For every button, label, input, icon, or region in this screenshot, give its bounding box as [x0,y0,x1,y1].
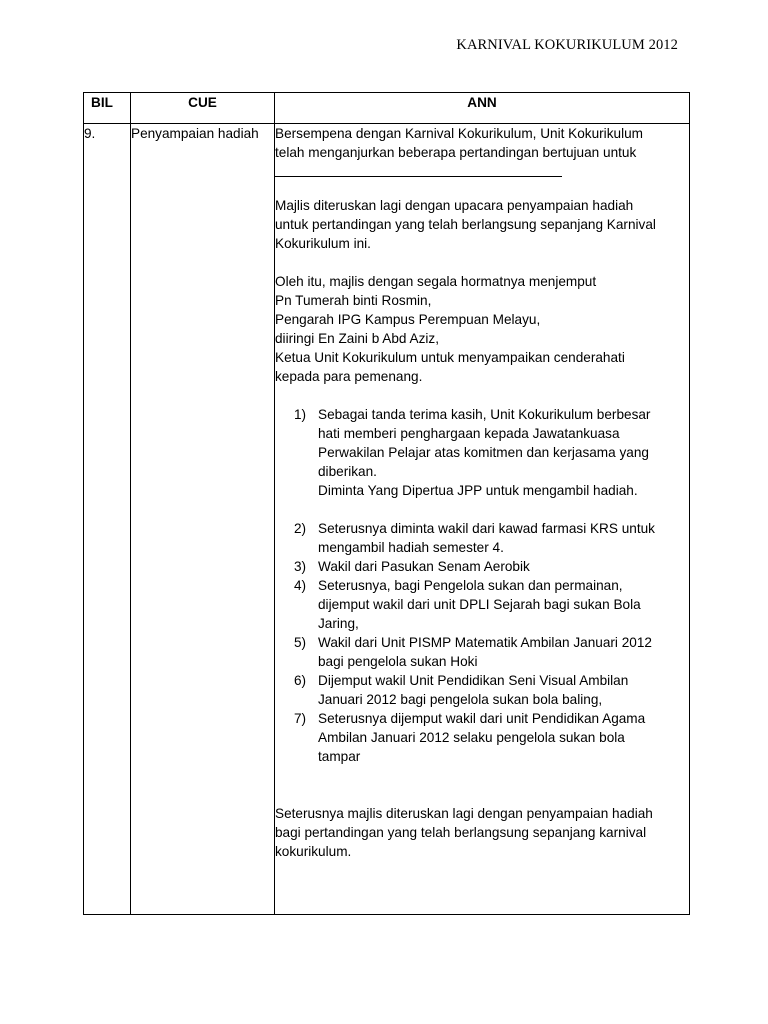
list-item-number: 7) [294,711,307,726]
list-item-number: 1) [294,407,307,422]
list-item-line: Seterusnya diminta wakil dari kawad farmasi KRS untuk [318,521,655,536]
column-header-bil: BIL [84,93,131,124]
closing-line: Seterusnya majlis diteruskan lagi dengan penyampaian hadiah [275,806,653,821]
cue-cell: Penyampaian hadiah [131,124,275,915]
ceremony-paragraph [275,196,689,253]
list-item-line: Seterusnya, bagi Pengelola sukan dan permainan, [318,578,623,593]
list-item-line: Diminta Yang Dipertua JPP untuk mengambil hadiah. [318,483,638,498]
fill-in-blank-line [275,164,562,177]
invitation-line: kepada para pemenang. [275,369,423,384]
list-item [294,633,689,671]
list-item-number: 6) [294,673,307,688]
list-item [294,671,689,709]
list-item-line: Seterusnya dijemput wakil dari unit Pendidikan Agama [318,711,646,726]
table-header-row [84,93,690,124]
list-item-number: 2) [294,521,307,536]
list-item-line: Dijemput wakil Unit Pendidikan Seni Visual Ambilan [318,673,629,688]
column-header-cue: CUE [131,93,275,124]
list-item-line: bagi pengelola sukan Hoki [318,654,478,669]
list-item [294,405,689,500]
list-item-line: Wakil dari Pasukan Senam Aerobik [318,559,530,574]
ceremony-line: Majlis diteruskan lagi dengan upacara penyampaian hadiah [275,198,634,213]
list-item-line: tampar [318,749,361,764]
page-header-title: KARNIVAL KOKURIKULUM 2012 [456,37,678,53]
list-item-line: Perwakilan Pelajar atas komitmen dan kerjasama yang [318,445,649,460]
list-item-number: 3) [294,559,307,574]
column-header-ann: ANN [275,93,690,124]
invitation-line: diiringi En Zaini b Abd Aziz, [275,331,439,346]
list-item-number: 4) [294,578,307,593]
invitation-line: Pengarah IPG Kampus Perempuan Melayu, [275,312,541,327]
intro-line: telah menganjurkan beberapa pertandingan bertujuan untuk [275,145,637,160]
table-row [84,124,690,915]
invitation-line: Oleh itu, majlis dengan segala hormatnya menjemput [275,274,597,289]
list-item-number: 5) [294,635,307,650]
list-item-line: mengambil hadiah semester 4. [318,540,504,555]
invitation-paragraph [275,272,689,386]
list-item-line: Jaring, [318,616,359,631]
bil-cell: 9. [84,124,131,915]
script-table [83,92,690,915]
list-item-line: Sebagai tanda terima kasih, Unit Kokurikulum berbesar [318,407,651,422]
closing-paragraph [275,804,689,861]
invitation-line: Pn Tumerah binti Rosmin, [275,293,432,308]
list-item-line: hati memberi penghargaan kepada Jawatankuasa [318,426,620,441]
list-item-line: diberikan. [318,464,377,479]
invitation-line: Ketua Unit Kokurikulum untuk menyampaikan cenderahati [275,350,625,365]
list-item-line: Ambilan Januari 2012 selaku pengelola sukan bola [318,730,625,745]
ceremony-line: Kokurikulum ini. [275,236,371,251]
list-item [294,519,689,557]
ceremony-line: untuk pertandingan yang telah berlangsung sepanjang Karnival [275,217,656,232]
intro-paragraph [275,124,689,162]
closing-line: bagi pertandingan yang telah berlangsung sepanjang karnival [275,825,647,840]
closing-line: kokurikulum. [275,844,352,859]
list-item-line: Wakil dari Unit PISMP Matematik Ambilan Januari 2012 [318,635,652,650]
list-item [294,557,689,576]
list-item [294,709,689,766]
list-item-line: dijemput wakil dari unit DPLI Sejarah bagi sukan Bola [318,597,641,612]
ann-cell [275,124,690,915]
award-list [275,405,689,766]
list-item [294,576,689,633]
intro-line: Bersempena dengan Karnival Kokurikulum, Unit Kokurikulum [275,126,643,141]
list-item-line: Januari 2012 bagi pengelola sukan bola baling, [318,692,603,707]
